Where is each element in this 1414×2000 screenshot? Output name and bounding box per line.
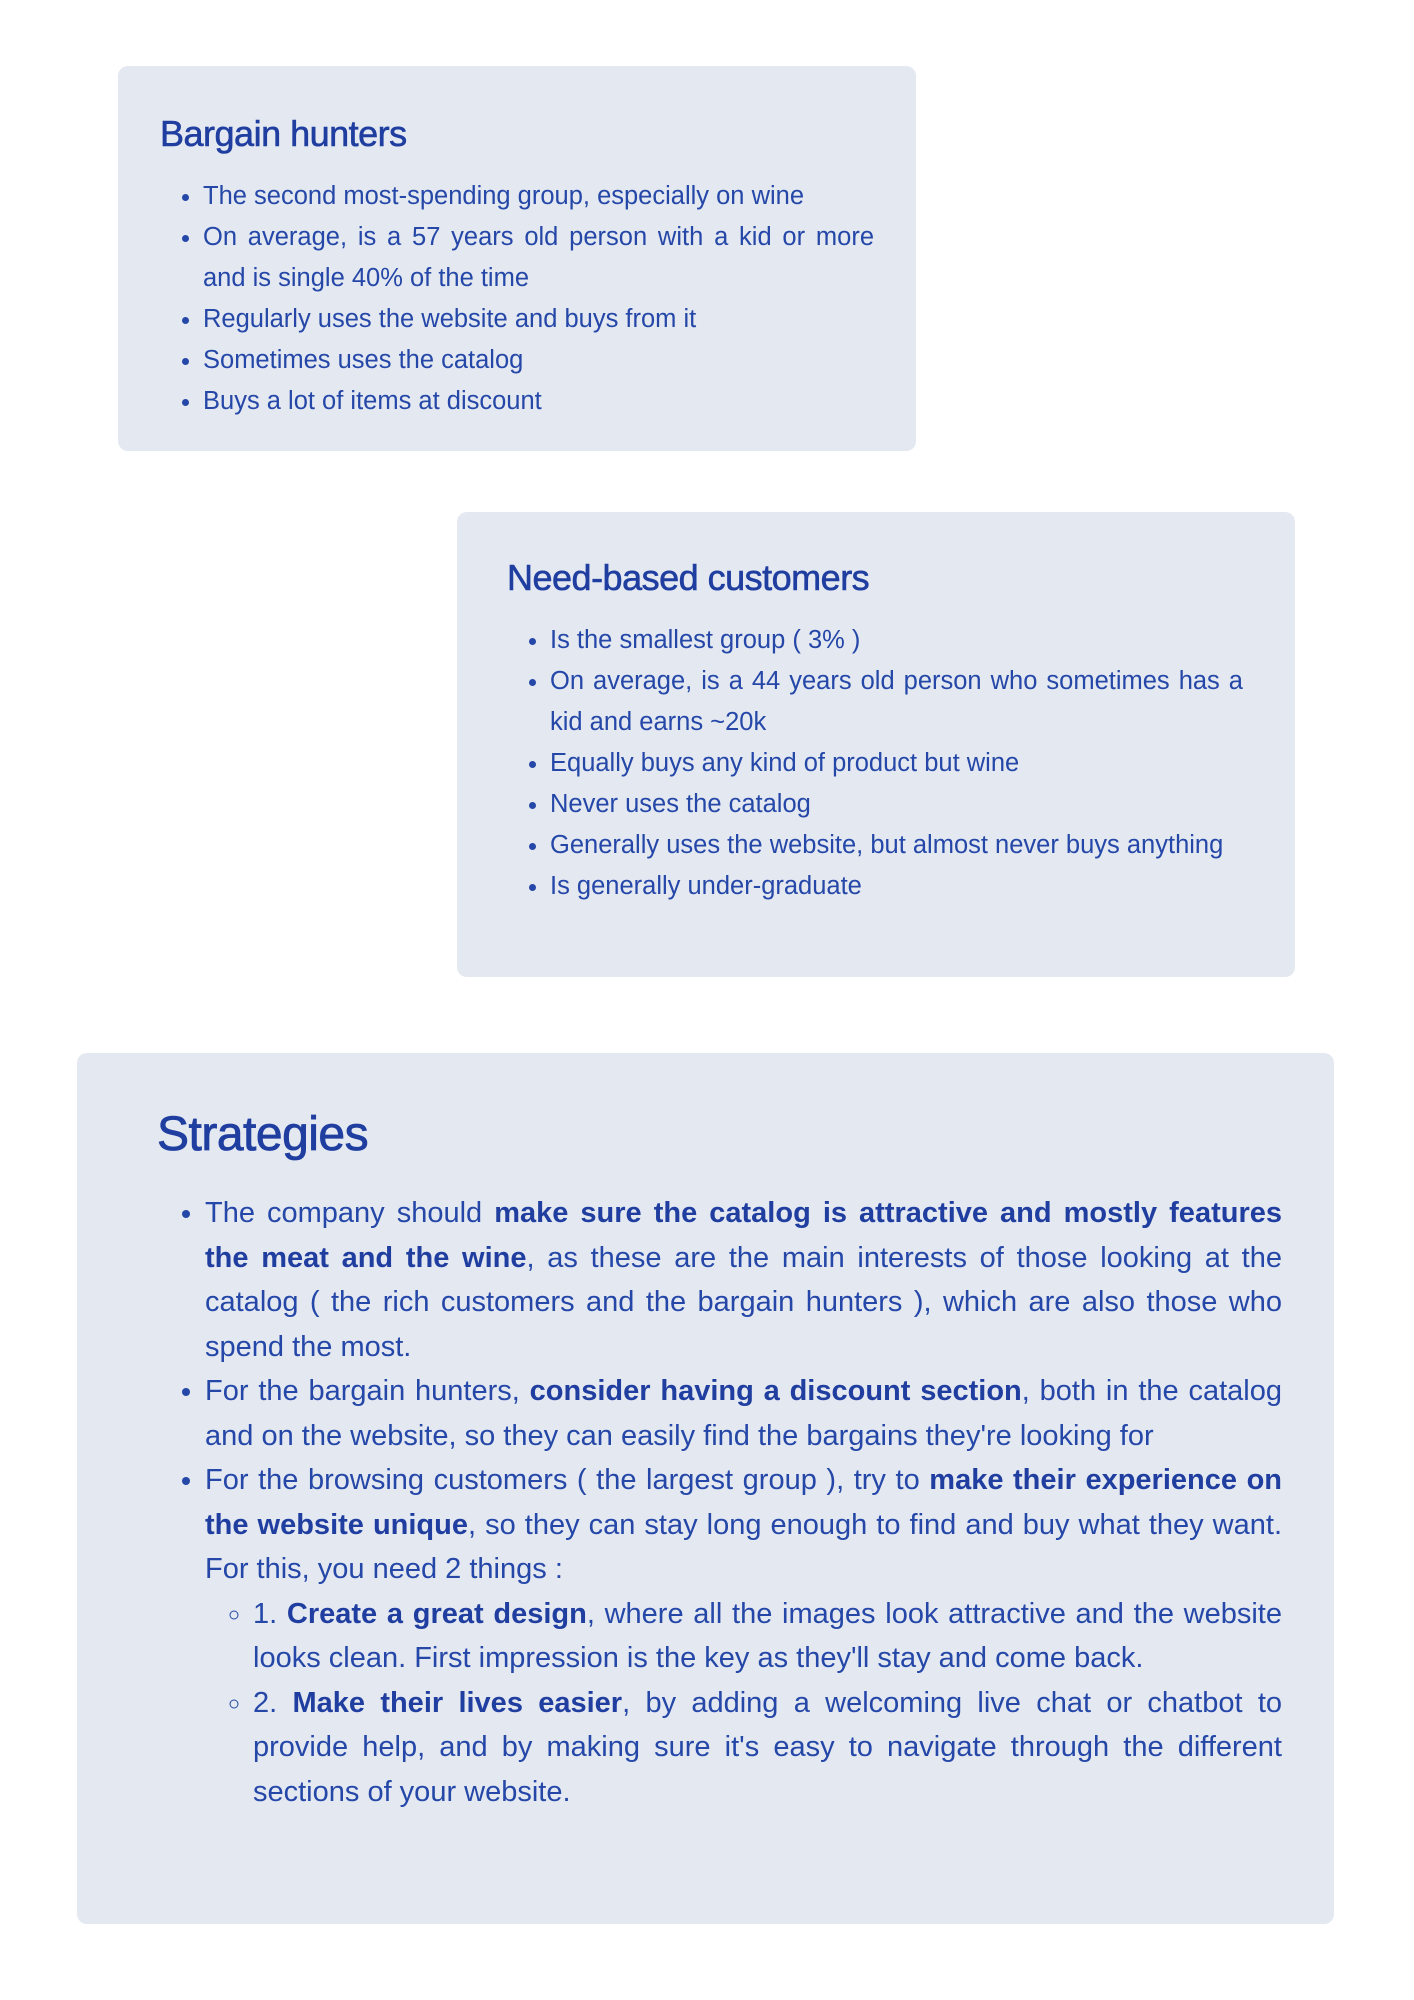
bargain-hunters-title: Bargain hunters <box>160 113 407 154</box>
list-item: • Sometimes uses the catalog <box>203 340 874 381</box>
strategy-emphasis: make sure the catalog is attractive and mostly features the meat and the wine <box>205 1197 1282 1274</box>
strategy-text: 2. <box>253 1686 293 1719</box>
strategies-list <box>157 1191 1282 1814</box>
list-item: • Never uses the catalog <box>550 784 1243 825</box>
list-item: • Regularly uses the website and buys from it <box>203 299 874 340</box>
bargain-hunters-card <box>118 66 916 451</box>
strategy-emphasis: Make their lives easier <box>292 1686 623 1719</box>
strategy-text: For the browsing customers ( the largest group ), try to <box>205 1464 930 1496</box>
list-item: • Buys a lot of items at discount <box>203 381 874 422</box>
need-based-customers-title: Need-based customers <box>507 557 870 598</box>
strategy-text: 1. <box>253 1597 287 1630</box>
strategies-card <box>77 1053 1334 1924</box>
strategy-emphasis: make their experience on the website unique <box>205 1464 1282 1541</box>
strategy-emphasis: Create a great design <box>286 1597 587 1630</box>
list-item: • On average, is a 44 years old person who sometimes has a kid and earns ~20k <box>550 661 1243 743</box>
list-item: • On average, is a 57 years old person with a kid or more and is single 40% of the time <box>203 217 874 299</box>
need-based-customers-card <box>457 512 1295 977</box>
list-item: • Generally uses the website, but almost never buys anything <box>550 825 1243 866</box>
list-item: • Equally buys any kind of product but wine <box>550 743 1243 784</box>
strategy-text: The company should <box>205 1197 495 1229</box>
need-based-customers-list <box>507 620 1243 907</box>
strategy-sub-item <box>253 1592 1282 1681</box>
strategies-title: Strategies <box>157 1108 369 1161</box>
strategy-text: , both in the catalog and on the website, so they can easily find the bargains they're looking for <box>205 1375 1282 1452</box>
strategy-item <box>205 1369 1282 1458</box>
strategy-text: , where all the images look attractive and the website looks clean. First impression is the key as they'll stay and come back. <box>253 1597 1282 1674</box>
strategy-text: , by adding a welcoming live chat or chatbot to provide help, and by making sure it's easy to navigate through the different sections of your website. <box>253 1686 1282 1808</box>
strategy-text: , as these are the main interests of those looking at the catalog ( the rich customers and the bargain hunters ), which are also those who spend the most. <box>205 1241 1282 1363</box>
strategy-sub-item <box>253 1681 1282 1815</box>
bargain-hunters-list <box>160 176 874 422</box>
list-item: • Is the smallest group ( 3% ) <box>550 620 1243 661</box>
strategy-sub-list <box>205 1592 1282 1815</box>
strategy-text: For the bargain hunters, <box>205 1375 530 1407</box>
strategy-emphasis: consider having a discount section <box>529 1375 1022 1407</box>
strategy-item <box>205 1458 1282 1814</box>
strategy-item <box>205 1191 1282 1369</box>
strategy-text: , so they can stay long enough to find and buy what they want. For this, you need 2 things : <box>205 1508 1282 1585</box>
list-item: • Is generally under-graduate <box>550 866 1243 907</box>
list-item: • The second most-spending group, especially on wine <box>203 176 874 217</box>
